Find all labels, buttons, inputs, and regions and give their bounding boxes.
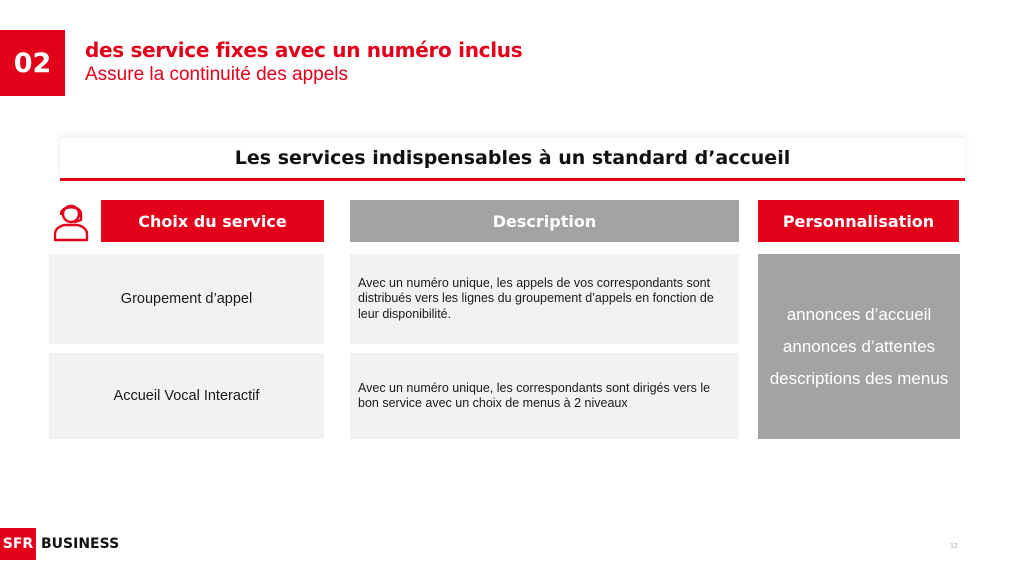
service-cell-accueil-vocal: Accueil Vocal Interactif xyxy=(49,353,324,439)
logo-mark: SFR xyxy=(0,528,36,560)
column-header-personnalisation: Personnalisation xyxy=(758,200,959,242)
personnalisation-panel xyxy=(758,254,960,439)
service-cell-groupement: Groupement d’appel xyxy=(49,254,324,344)
description-cell-accueil-vocal: Avec un numéro unique, les correspondants sont dirigés vers le bon service avec un choix de menus à 2 niveaux xyxy=(350,353,739,439)
sfr-business-logo xyxy=(0,528,119,560)
section-number-badge: 02 xyxy=(0,30,65,96)
description-cell-groupement: Avec un numéro unique, les appels de vos correspondants sont distribués vers les lignes du groupement d’appels en fonction de leur disponibilité. xyxy=(350,254,739,344)
personnalisation-item: annonces d’accueil xyxy=(786,304,932,324)
column-header-service: Choix du service xyxy=(101,200,324,242)
page-number: 12 xyxy=(950,543,958,550)
page-subtitle: Assure la continuité des appels xyxy=(85,64,348,85)
column-header-description: Description xyxy=(350,200,739,242)
page-title: des service fixes avec un numéro inclus xyxy=(85,38,523,62)
personnalisation-item: descriptions des menus xyxy=(769,368,949,388)
person-headset-icon xyxy=(50,200,92,242)
personnalisation-item: annonces d’attentes xyxy=(782,336,936,356)
section-heading: Les services indispensables à un standard d’accueil xyxy=(60,138,965,181)
logo-text: BUSINESS xyxy=(41,536,120,552)
